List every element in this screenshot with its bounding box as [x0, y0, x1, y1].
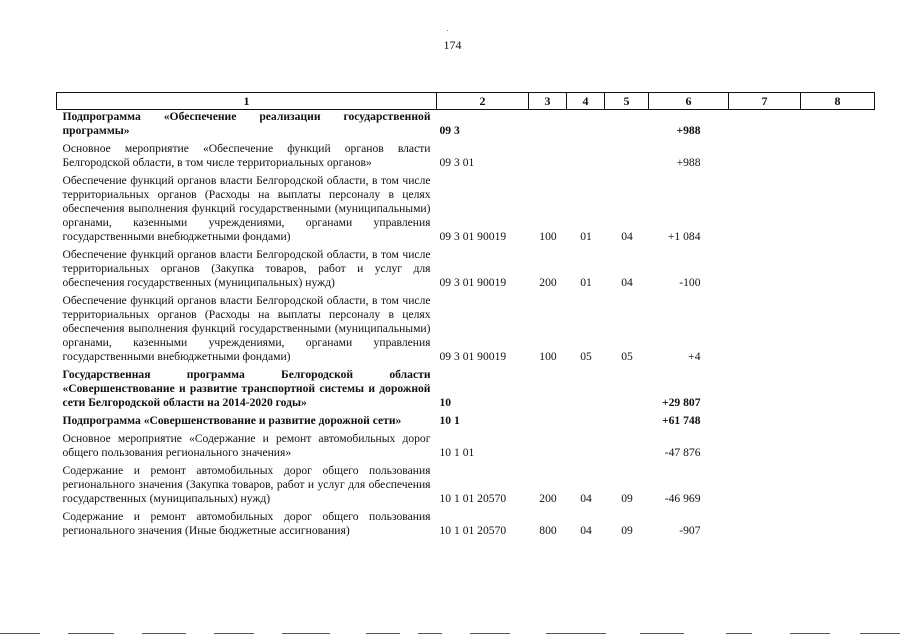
row-col3	[529, 432, 567, 464]
row-description: Подпрограмма «Обеспечение реализации государственной программы»	[62, 110, 431, 137]
row-code: 10 1	[439, 414, 460, 427]
header-cell: 2	[437, 93, 529, 110]
row-code: 09 3 01 90019	[439, 350, 507, 363]
row-col8	[801, 248, 875, 294]
table-row	[57, 110, 875, 143]
row-description: Содержание и ремонт автомобильных дорог общего пользования регионального значения (Закупка товаров, работ и услуг для обеспечения государственных (муниципальных) нужд)	[62, 464, 431, 505]
row-amount: +4	[688, 350, 701, 363]
row-col3	[529, 368, 567, 414]
row-description: Обеспечение функций органов власти Белгородской области, в том числе территориальных органов (Расходы на выплаты персоналу в целях обеспечения выполнения функций государственными (муниципальными) органами, казенными учреждениями, органами управления государственными внебюджетными фондами)	[62, 174, 431, 243]
row-col8	[801, 414, 875, 432]
row-col4	[567, 432, 605, 464]
row-col3	[529, 414, 567, 432]
row-col8	[801, 142, 875, 174]
row-amount: -907	[679, 524, 701, 537]
row-description: Содержание и ремонт автомобильных дорог общего пользования регионального значения (Иные бюджетные ассигнования)	[62, 510, 431, 537]
header-cell: 8	[801, 93, 875, 110]
header-cell: 6	[649, 93, 729, 110]
row-col7	[729, 294, 801, 368]
row-amount: +988	[676, 124, 701, 137]
row-col4	[567, 368, 605, 414]
row-col7	[729, 174, 801, 248]
row-amount: +1 084	[667, 230, 701, 243]
row-col4	[567, 414, 605, 432]
row-amount: -47 876	[664, 446, 701, 459]
row-description: Основное мероприятие «Обеспечение функций органов власти Белгородской области, в том числе территориальных органов»	[62, 142, 431, 169]
row-col5: 05	[621, 350, 633, 363]
row-col7	[729, 464, 801, 510]
row-col4: 04	[580, 524, 592, 537]
row-col5	[605, 110, 649, 143]
row-amount: +29 807	[662, 396, 701, 409]
row-col5	[605, 142, 649, 174]
row-code: 09 3 01	[439, 156, 475, 169]
row-col5	[605, 414, 649, 432]
row-col3: 100	[539, 350, 557, 363]
row-description: Основное мероприятие «Содержание и ремонт автомобильных дорог общего пользования регионального значения»	[62, 432, 431, 459]
row-col7	[729, 432, 801, 464]
row-col3	[529, 110, 567, 143]
row-col5: 09	[621, 492, 633, 505]
row-col7	[729, 248, 801, 294]
row-col7	[729, 510, 801, 542]
row-col3: 200	[539, 276, 557, 289]
row-col7	[729, 368, 801, 414]
row-col3	[529, 142, 567, 174]
row-col7	[729, 142, 801, 174]
row-amount: +988	[676, 156, 701, 169]
row-col3: 200	[539, 492, 557, 505]
table-row	[57, 414, 875, 432]
row-col5: 04	[621, 230, 633, 243]
row-col4	[567, 142, 605, 174]
row-code: 09 3 01 90019	[439, 230, 507, 243]
table-row	[57, 294, 875, 368]
row-col5: 04	[621, 276, 633, 289]
table-row	[57, 368, 875, 414]
table-row	[57, 248, 875, 294]
row-col8	[801, 294, 875, 368]
row-col3: 100	[539, 230, 557, 243]
row-col4	[567, 110, 605, 143]
table-row	[57, 510, 875, 542]
row-col3: 800	[539, 524, 557, 537]
row-col7	[729, 414, 801, 432]
row-description: Подпрограмма «Совершенствование и развитие дорожной сети»	[62, 414, 402, 427]
row-col5	[605, 432, 649, 464]
row-description: Обеспечение функций органов власти Белгородской области, в том числе территориальных органов (Закупка товаров, работ и услуг для обеспечения государственных (муниципальных) нужд)	[62, 248, 431, 289]
page-number: 174	[443, 38, 462, 52]
table-row	[57, 174, 875, 248]
row-code: 10 1 01	[439, 446, 475, 459]
row-col4: 05	[580, 350, 592, 363]
row-col8	[801, 432, 875, 464]
row-description: Государственная программа Белгородской области «Совершенствование и развитие транспортной системы и дорожной сети Белгородской области на 2014-2020 годы»	[62, 368, 431, 409]
row-col4: 01	[580, 276, 592, 289]
row-code: 09 3 01 90019	[439, 276, 507, 289]
row-col4: 04	[580, 492, 592, 505]
table-body	[57, 110, 875, 543]
row-code: 09 3	[439, 124, 460, 137]
header-row	[57, 93, 875, 110]
row-amount: +61 748	[662, 414, 701, 427]
row-code: 10	[439, 396, 452, 409]
scan-bottom-edge	[0, 631, 905, 637]
row-col8	[801, 174, 875, 248]
row-col7	[729, 110, 801, 143]
table-row	[57, 464, 875, 510]
row-col8	[801, 368, 875, 414]
scan-speck	[447, 30, 448, 31]
header-cell: 1	[57, 93, 437, 110]
row-description: Обеспечение функций органов власти Белгородской области, в том числе территориальных органов (Расходы на выплаты персоналу в целях обеспечения выполнения функций государственными (муниципальными) органами, казенными учреждениями, органами управления государственными внебюджетными фондами)	[62, 294, 431, 363]
header-cell: 5	[605, 93, 649, 110]
header-cell: 3	[529, 93, 567, 110]
header-cell: 4	[567, 93, 605, 110]
row-col8	[801, 464, 875, 510]
row-col5: 09	[621, 524, 633, 537]
table-row	[57, 142, 875, 174]
row-col4: 01	[580, 230, 592, 243]
row-amount: -100	[679, 276, 701, 289]
row-code: 10 1 01 20570	[439, 492, 507, 505]
header-cell: 7	[729, 93, 801, 110]
table-row	[57, 432, 875, 464]
row-col8	[801, 510, 875, 542]
row-col8	[801, 110, 875, 143]
row-amount: -46 969	[664, 492, 701, 505]
row-code: 10 1 01 20570	[439, 524, 507, 537]
row-col5	[605, 368, 649, 414]
budget-table	[56, 92, 875, 542]
